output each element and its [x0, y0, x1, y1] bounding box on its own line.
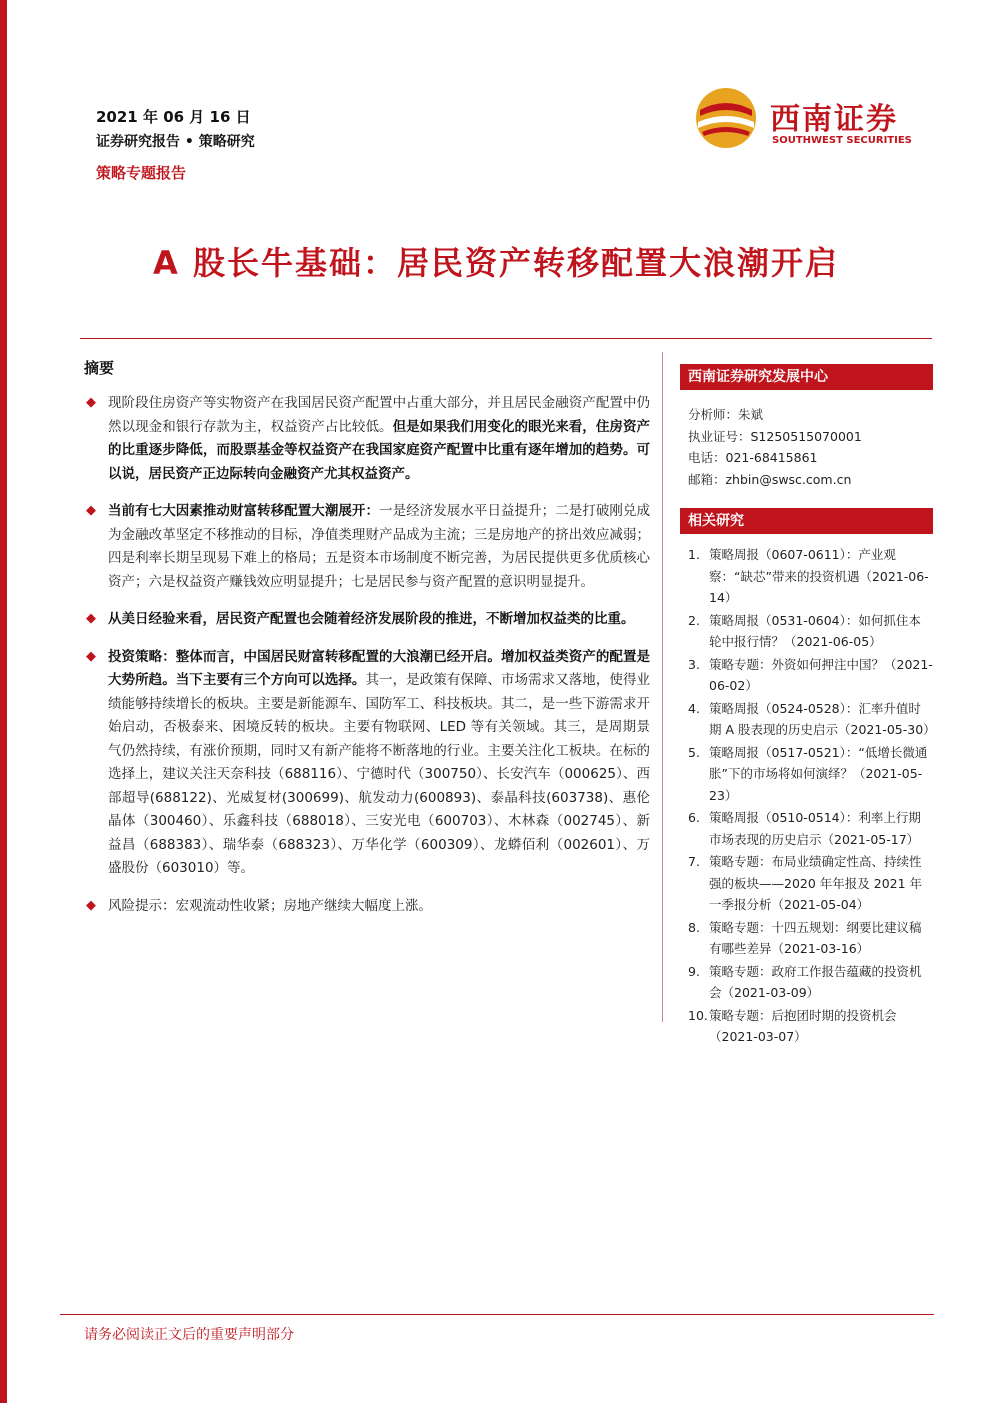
bullet-icon: ◆ — [86, 897, 96, 913]
related-item — [688, 851, 933, 916]
report-category: 策略专题报告 — [96, 164, 187, 182]
related-item-number: 5. — [688, 744, 700, 760]
related-item-text: 策略周报（0531-0604）：如何抓住本轮中报行情？（2021-06-05） — [709, 612, 921, 649]
column-divider — [662, 352, 663, 1022]
related-item-text: 策略专题：后抱团时期的投资机会（2021-03-07） — [709, 1007, 897, 1044]
related-item — [688, 807, 933, 850]
related-item-number: 3. — [688, 656, 700, 672]
report-title: A 股长牛基础：居民资产转移配置大浪潮开启 — [153, 244, 839, 282]
related-item-text: 策略专题：外资如何押注中国？（2021-06-02） — [709, 656, 933, 693]
related-item-text: 策略专题：十四五规划：纲要比建议稿有哪些差异（2021-03-16） — [709, 919, 922, 956]
analyst-name: 分析师：朱斌 — [688, 407, 764, 422]
related-item-text: 策略周报（0607-0611）：产业观察：“缺芯”带来的投资机遇（2021-06-14） — [709, 547, 929, 605]
paragraph-emphasis: 从美日经验来看，居民资产配置也会随着经济发展阶段的推进，不断增加权益类的比重。 — [108, 611, 635, 627]
related-item-number: 2. — [688, 612, 700, 628]
paragraph-emphasis: 投资策略：整体而言，中国居民财富转移配置的大浪潮已经开启。增加权益类资产的配置是大势所趋。当下主要有三个方向可以选择。 — [108, 648, 650, 688]
footer-disclaimer: 请务必阅读正文后的重要声明部分 — [84, 1327, 294, 1343]
company-logo — [694, 88, 934, 150]
related-item-number: 4. — [688, 700, 700, 716]
related-item — [688, 698, 936, 741]
paragraph-text: 其一，是政策有保障、市场需求又落地，使得业绩能够持续增长的板块。主要是新能源车、国防军工、科技板块。其二，是一些下游需求开始启动，否极泰来、困境反转的板块。主要有物联网、LED 等有关领域。其三，是周期景气仍然持续，有涨价预期，同时又有新产能将不断落地的行业。主要关注化工板块。在标的选择上，建议关注天奈科技（688116）、宁德时代（300750）、长安汽车（000625）、西部超导(688122)、光威复材(300699)、航发动力(600893)、泰晶科技(603738)、惠伦晶体（300460）、乐鑫科技（688018）、三安光电（600703）、木林森（002745）、新益昌（688383）、瑞华泰（688323）、万华化学（600309）、龙蟒佰利（002601）、万盛股份（603010）等。 — [108, 672, 651, 876]
bullet-icon: ◆ — [86, 395, 96, 410]
logo-name: 西南证券 — [770, 102, 898, 137]
related-item-number: 6. — [688, 810, 700, 825]
related-item-text: 策略周报（0517-0521）：“低增长微通胀”下的市场将如何演绎？（2021-05-23） — [709, 744, 928, 803]
related-item-text: 策略周报（0510-0514）：利率上行期市场表现的历史启示（2021-05-17） — [709, 810, 921, 847]
related-item — [688, 742, 933, 807]
analyst-phone: 电话：021-68415861 — [688, 450, 818, 465]
paragraph-emphasis: 当前有七大因素推动财富转移配置大潮展开： — [108, 503, 380, 519]
related-item-number: 7. — [688, 854, 700, 869]
paragraph-text: 现阶段住房资产等实物资产在我国居民资产配置中占重大部分，并且居民金融资产配置中仍然以现金和银行存款为主，权益资产占比较低。 — [108, 395, 650, 435]
logo-name-en: SOUTHWEST SECURITIES — [772, 135, 912, 146]
related-item-number: 8. — [688, 919, 700, 935]
sidebar — [680, 364, 936, 1049]
related-item — [688, 917, 933, 960]
related-item-text: 策略周报（0524-0528）：汇率升值时期 A 股表现的历史启示（2021-05-30） — [709, 700, 936, 737]
analyst-license: 执业证号：S1250515070001 — [688, 428, 862, 444]
bullet-icon: ◆ — [86, 611, 96, 626]
top-divider — [80, 338, 932, 339]
related-research-header: 相关研究 — [680, 508, 933, 534]
paragraph-text: 风险提示：宏观流动性收紧；房地产继续大幅度上涨。 — [108, 897, 432, 914]
abstract-paragraph — [80, 646, 650, 881]
abstract-paragraph — [80, 392, 650, 486]
abstract-section — [80, 356, 650, 918]
abstract-paragraph — [80, 500, 650, 594]
related-item — [688, 654, 933, 697]
related-item-text: 策略专题：政府工作报告蕴藏的投资机会（2021-03-09） — [709, 963, 922, 1000]
related-item-number: 9. — [688, 963, 700, 979]
related-item-text: 策略专题：布局业绩确定性高、持续性强的板块——2020 年年报及 2021 年一季报分析（2021-05-04） — [709, 854, 923, 912]
logo-emblem-icon — [694, 86, 758, 150]
related-item-number: 10. — [688, 1007, 708, 1023]
related-item — [688, 544, 933, 609]
analyst-email: 邮箱：zhbin@swsc.com.cn — [688, 471, 852, 487]
report-header — [96, 104, 255, 186]
related-item-number: 1. — [688, 547, 700, 562]
research-center-header: 西南证券研究发展中心 — [680, 364, 933, 390]
related-item — [688, 1005, 933, 1048]
analyst-info — [680, 390, 933, 500]
bullet-icon: ◆ — [86, 648, 96, 664]
abstract-label: 摘要 — [84, 359, 115, 377]
related-item — [688, 610, 933, 653]
left-edge-bar — [0, 0, 7, 1403]
related-research-list — [680, 534, 936, 1048]
related-item — [688, 961, 933, 1004]
paragraph-text: 一是经济发展水平日益提升；二是打破刚兑成为金融改革坚定不移推动的目标，净值类理财产品成为主流；三是房地产的挤出效应减弱；四是利率长期呈现易下难上的格局；五是资本市场制度不断完善，为居民提供更多优质核心资产；六是权益资产赚钱效应明显提升；七是居民参与资产配置的意识明显提升。 — [108, 503, 651, 590]
abstract-paragraph — [80, 895, 650, 919]
paragraph-emphasis: 但是如果我们用变化的眼光来看，住房资产的比重逐步降低，而股票基金等权益资产在我国家庭资产配置中比重有逐年增加的趋势。可以说，居民资产正边际转向金融资产尤其权益资产。 — [108, 418, 651, 482]
report-series: 证券研究报告 • 策略研究 — [96, 134, 255, 150]
footer-divider — [60, 1314, 934, 1315]
bullet-icon: ◆ — [86, 503, 96, 518]
report-date: 2021 年 06 月 16 日 — [96, 108, 251, 126]
abstract-paragraph — [80, 608, 650, 632]
